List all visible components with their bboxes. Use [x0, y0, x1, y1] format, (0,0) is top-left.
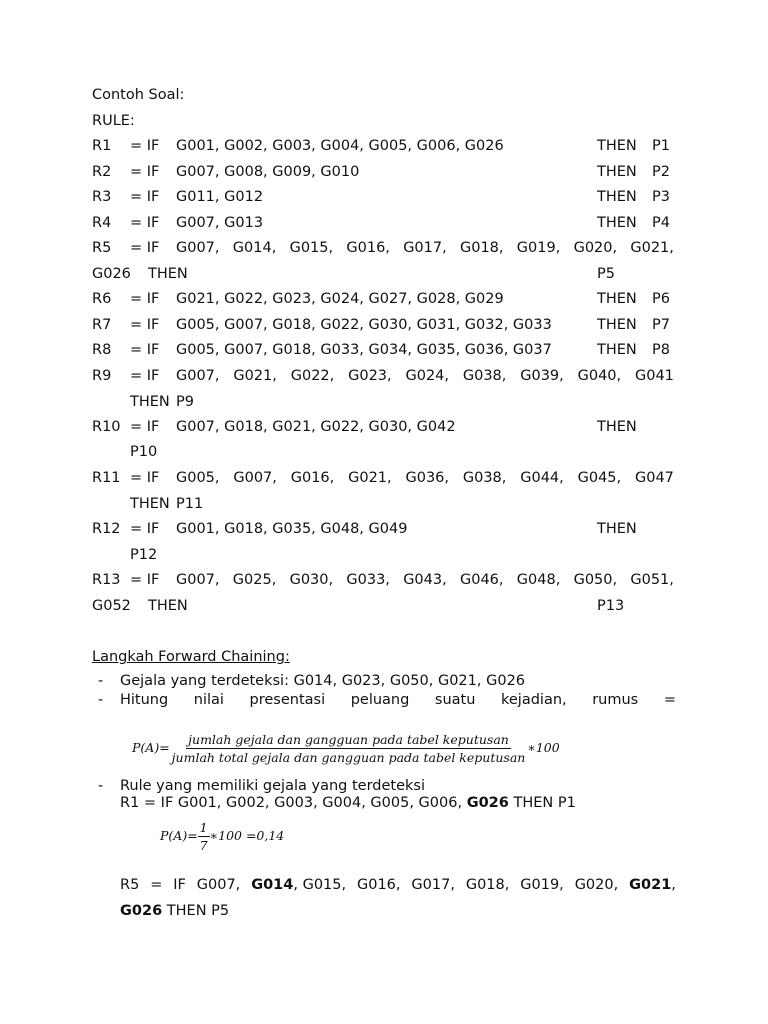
- gejala-code: G005,: [176, 470, 220, 486]
- rule-then: THEN: [597, 419, 637, 435]
- rule-penyakit: P13: [597, 598, 625, 614]
- rule-if: = IF: [130, 240, 160, 256]
- gejala-code: G016,: [290, 470, 335, 486]
- rule-id: R9: [92, 368, 112, 384]
- bullet: -: [98, 673, 104, 689]
- rule-if: = IF: [130, 189, 160, 205]
- rule-gejala: [176, 368, 674, 384]
- hitung-line: [120, 692, 676, 708]
- rule-if: = IF: [130, 291, 160, 307]
- gejala-code: G018,: [459, 240, 504, 256]
- r1-bold-gejala: G026: [466, 795, 509, 811]
- gejala-terdeteksi: Gejala yang terdeteksi: G014, G023, G050, G021, G026: [120, 673, 526, 689]
- rule-if: = IF: [130, 521, 160, 537]
- gejala-code: G040,: [577, 368, 622, 384]
- rule-id: R1: [92, 138, 112, 154]
- calc-denominator: 7: [199, 838, 208, 853]
- word: G019,: [520, 877, 564, 893]
- bold-gejala: G021: [629, 877, 672, 893]
- r1-prefix: R1 = IF G001, G002, G003, G004, G005, G006,: [120, 795, 463, 811]
- rule-penyakit: P10: [130, 444, 158, 460]
- gejala-code: G047: [635, 470, 674, 486]
- rule-id: R10: [92, 419, 121, 435]
- gejala-code: G025,: [232, 572, 277, 588]
- rule-id: R11: [92, 470, 121, 486]
- calc-lhs: P(A)=: [160, 828, 198, 843]
- formula-lhs: P(A)=: [132, 740, 170, 755]
- rule-penyakit: P8: [652, 342, 670, 358]
- rule-penyakit: P3: [652, 189, 670, 205]
- gejala-code: G021,: [233, 368, 277, 384]
- rule-penyakit: P4: [652, 215, 670, 231]
- word: G007,: [196, 877, 241, 893]
- rule-penyakit: P11: [176, 496, 204, 512]
- heading: Contoh Soal:: [92, 87, 185, 103]
- gejala-code: G038,: [462, 470, 507, 486]
- gejala-code: G041: [635, 368, 674, 384]
- gejala-code: G039,: [520, 368, 564, 384]
- gejala-code: G036,: [405, 470, 450, 486]
- calc-formula: [160, 820, 284, 853]
- rule-gejala: [176, 240, 674, 256]
- rule-then: THEN: [597, 521, 637, 537]
- word: rumus: [592, 692, 639, 708]
- gejala-code: G014,: [232, 240, 277, 256]
- rule-id: R5: [92, 240, 112, 256]
- rule-id: R6: [92, 291, 112, 307]
- rule-if: = IF: [130, 215, 160, 231]
- rule-gejala: [176, 470, 674, 486]
- gejala-code: G015,: [289, 240, 334, 256]
- rule-penyakit: P1: [652, 138, 670, 154]
- word: R5: [120, 877, 140, 893]
- rule-then: THEN: [597, 138, 637, 154]
- gejala-code: G017,: [403, 240, 447, 256]
- word: kejadian,: [501, 692, 567, 708]
- rule-gejala: G007, G018, G021, G022, G030, G042: [176, 419, 456, 435]
- calc-fraction: [198, 820, 210, 853]
- formula-fraction: [170, 732, 528, 765]
- gejala-code: G007,: [233, 470, 277, 486]
- word: G016,: [357, 877, 401, 893]
- formula-rhs: ∗100: [527, 740, 560, 755]
- rule-gejala: G007, G013: [176, 215, 264, 231]
- rule-then: THEN: [597, 164, 637, 180]
- gejala-code: G044,: [520, 470, 564, 486]
- calc-numerator: 1: [199, 820, 208, 835]
- word: peluang: [350, 692, 410, 708]
- rule-then: THEN: [597, 317, 637, 333]
- rule-id: R13: [92, 572, 121, 588]
- word: =: [663, 692, 676, 708]
- gejala-code: G038,: [462, 368, 507, 384]
- gejala-code: G048,: [516, 572, 561, 588]
- gejala-code: G045,: [577, 470, 622, 486]
- rule-penyakit: P9: [176, 394, 194, 410]
- gejala-code: G046,: [459, 572, 504, 588]
- rule-gejala: G007, G008, G009, G010: [176, 164, 360, 180]
- word: , G015,: [293, 877, 347, 893]
- gejala-code: G022,: [290, 368, 335, 384]
- gejala-code: G023,: [348, 368, 392, 384]
- rule-then: THEN: [130, 496, 170, 512]
- bullet: -: [98, 778, 104, 794]
- r1-detail: [120, 795, 576, 811]
- rule-if: = IF: [130, 342, 160, 358]
- gejala-code: G030,: [289, 572, 334, 588]
- rule-then: THEN: [597, 189, 637, 205]
- formula-denominator: jumlah total gejala dan gangguan pada tabel keputusan: [171, 750, 526, 765]
- rule-then: THEN: [597, 342, 637, 358]
- gejala-code: G043,: [403, 572, 447, 588]
- word: G017,: [411, 877, 455, 893]
- rule-id: R3: [92, 189, 112, 205]
- gejala-code: G051,: [630, 572, 674, 588]
- gejala-code: G052: [92, 598, 131, 614]
- rule-label: RULE:: [92, 113, 135, 129]
- gejala-code: G007,: [176, 572, 220, 588]
- formula-numerator: jumlah gejala dan gangguan pada tabel keputusan: [188, 732, 509, 747]
- gejala-code: G026: [92, 266, 131, 282]
- r5-detail: [120, 877, 676, 893]
- rule-id: R2: [92, 164, 112, 180]
- calc-rhs: ∗100 =0,14: [209, 828, 285, 843]
- rule-then: THEN: [130, 394, 170, 410]
- rule-if: = IF: [130, 470, 160, 486]
- word: presentasi: [249, 692, 326, 708]
- word: Hitung: [120, 692, 169, 708]
- word: suatu: [434, 692, 476, 708]
- gejala-code: G019,: [516, 240, 561, 256]
- rule-if: = IF: [130, 138, 160, 154]
- word: =: [150, 877, 163, 893]
- rule-if: = IF: [130, 317, 160, 333]
- r5-detail-cont: [120, 903, 229, 919]
- r5-bold-pair: [251, 877, 346, 893]
- rule-if: = IF: [130, 368, 160, 384]
- rule-if: = IF: [130, 164, 160, 180]
- probability-formula: [132, 732, 560, 765]
- rule-then: THEN: [148, 266, 188, 282]
- rule-gejala: G005, G007, G018, G022, G030, G031, G032, G033: [176, 317, 552, 333]
- rule-penyakit: P12: [130, 547, 158, 563]
- gejala-code: G021,: [348, 470, 392, 486]
- rule-gejala: G001, G018, G035, G048, G049: [176, 521, 408, 537]
- word: IF: [173, 877, 186, 893]
- section-title: Langkah Forward Chaining:: [92, 649, 290, 665]
- rule-penyakit: P5: [597, 266, 615, 282]
- rule-id: R7: [92, 317, 112, 333]
- word: G020,: [574, 877, 619, 893]
- gejala-code: G021,: [630, 240, 674, 256]
- rule-gejala: [176, 572, 674, 588]
- rule-gejala: G001, G002, G003, G004, G005, G006, G026: [176, 138, 504, 154]
- comma: ,: [671, 877, 676, 893]
- r5-end: THEN P5: [166, 903, 230, 919]
- bullet: -: [98, 692, 104, 708]
- rule-id: R8: [92, 342, 112, 358]
- rule-id: R4: [92, 215, 112, 231]
- rule-then: THEN: [597, 291, 637, 307]
- rule-then: THEN: [148, 598, 188, 614]
- rule-gejala: G005, G007, G018, G033, G034, G035, G036, G037: [176, 342, 552, 358]
- gejala-code: G016,: [346, 240, 390, 256]
- gejala-code: G033,: [346, 572, 390, 588]
- bold-gejala: G026: [120, 903, 163, 919]
- rule-penyakit: P2: [652, 164, 670, 180]
- rule-then: THEN: [597, 215, 637, 231]
- rule-if: = IF: [130, 419, 160, 435]
- rule-gejala: G011, G012: [176, 189, 264, 205]
- rule-penyakit: P6: [652, 291, 670, 307]
- gejala-code: G020,: [573, 240, 618, 256]
- gejala-code: G024,: [405, 368, 450, 384]
- rule-line: Rule yang memiliki gejala yang terdeteksi: [120, 778, 425, 794]
- word: G018,: [465, 877, 510, 893]
- r5-bold-pair: [629, 877, 676, 893]
- gejala-code: G007,: [176, 240, 220, 256]
- word: nilai: [193, 692, 224, 708]
- rule-id: R12: [92, 521, 121, 537]
- rule-gejala: G021, G022, G023, G024, G027, G028, G029: [176, 291, 504, 307]
- rule-if: = IF: [130, 572, 160, 588]
- rule-penyakit: P7: [652, 317, 670, 333]
- r1-suffix: THEN P1: [513, 795, 576, 811]
- gejala-code: G050,: [573, 572, 618, 588]
- bold-gejala: G014: [251, 877, 294, 893]
- gejala-code: G007,: [176, 368, 220, 384]
